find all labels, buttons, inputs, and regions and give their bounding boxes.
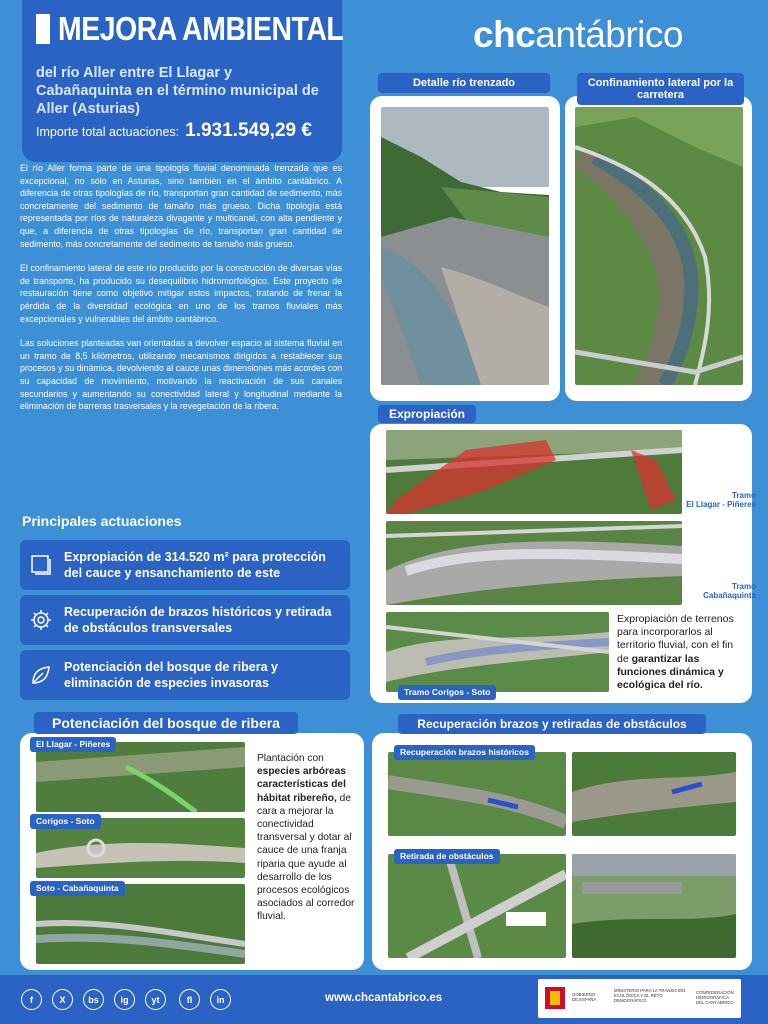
tab-recuperacion: Recuperación brazos y retiradas de obstáculos [398,714,706,734]
tab-expropiacion: Expropiación [378,405,476,423]
map-cabanaquinta [386,521,682,605]
intro-paragraph-2: El confinamiento lateral de este río producido por la construcción de diversas vías de transporte, ha producido su desequilibrio hidromorfológico. Este proyecto de restauración tiene como objetivo mitigar estos impactos, tratando de frenar la pérdida de la diversidad ecológica en uno de los tramos fluviales más excepcionales y vulnerables del ámbito cantábrico. [20,263,342,324]
ministry-label: MINISTERIO PARA LA TRANSICIÓN ECOLÓGICA Y EL RETO DEMOGRÁFICO [614,988,686,1003]
title-row [36,10,344,48]
facebook-icon[interactable]: f [21,989,42,1010]
photo-obstaculos-1 [388,854,566,958]
label-tramo-cabanaquinta: Tramo Cabañaquinta [703,582,756,600]
flickr-icon[interactable]: fl [179,989,200,1010]
label-recuperacion-brazos: Recuperación brazos históricos [394,745,535,760]
x-icon[interactable]: X [52,989,73,1010]
photo-brazos-1 [388,752,566,836]
actuaciones-title: Principales actuaciones [22,513,182,529]
map-llagar-pineres [386,430,682,514]
intro-paragraph-1: El río Aller forma parte de una tipología fluvial denominada trenzada que es excepcional, no sólo en Asturias, sino también en el ámbito cantábrico. A diferencia de otras tipologías de río, transportan gran cantidad de sedimento, más concretamente del sedimento de tamaño más grueso. Dicha tipología está representada por ríos de naturaleza divagante y multicanal, con alta pendiente y que, a diferencia de otras tipologías de río, transportan gran cantidad de sedimento, más concretamente del sedimento de tamaño más grueso. [20,163,342,249]
bluesky-icon[interactable]: bs [83,989,104,1010]
photo-brazos-2 [572,752,736,836]
photo-bosque-1 [36,742,245,812]
label-tramo-corigos: Tramo Corigos - Soto [398,685,496,700]
intro-paragraph-3: Las soluciones planteadas van orientadas a devolver espacio al sistema fluvial en un tramo de 8,5 kilómetros, utilizando mecanismos dirigidos a restablecer sus procesos y su dinámica, devolviendo al cauce unas dimensiones más acordes con su capacidad de movimiento, motivando la reactivación de sus canales secundarios y aumentando su conectividad lateral y longitudinal mediante la eliminación de barreras trasversales y la revegetación de la ribera. [20,338,342,412]
tab-confinamiento-lateral: Confinamiento lateral por la carretera [577,73,744,105]
photo-bosque-3 [36,884,245,964]
intro-text [20,162,342,425]
gear-icon [30,609,52,631]
government-logos [538,979,741,1018]
expropiacion-text: Expropiación de terrenos para incorporarlos al territorio fluvial, con el fin de garantizar las funciones dinámica y ecológica del río. [617,613,734,692]
title-square-decoration [36,14,50,44]
tab-detalle-rio-trenzado: Detalle río trenzado [378,73,550,93]
import-value: 1.931.549,29 € [185,120,312,141]
photo-obstaculos-2 [572,854,736,958]
youtube-icon[interactable]: yt [145,989,166,1010]
actuacion-expropiacion [20,540,350,590]
bosque-text: Plantación con especies arbóreas características del hábitat ribereño, de cara a mejorar la conectividad transversal y dotar al cauce de una franja riparia que ayude al desarrollo de los procesos ecológicos asociados al corredor fluvial. [257,753,355,923]
label-tramo-llagar: Tramo El Llagar - Piñeres [686,491,756,509]
label-retirada-obstaculos: Retirada de obstáculos [394,849,500,864]
photo-confinamiento [575,107,743,385]
photo-rio-trenzado [381,107,549,385]
actuacion-label: Recuperación de brazos históricos y retirada de obstáculos transversales [64,605,332,635]
actuacion-label: Expropiación de 314.520 m² para protección del cauce y ensanchamiento de este [64,550,326,580]
linkedin-icon[interactable]: in [210,989,231,1010]
label-llagar-pineres: El Llagar - Piñeres [30,737,116,752]
label-soto-cabanaquinta: Soto - Cabañaquinta [30,881,125,896]
leaf-icon [30,664,52,686]
import-row [36,120,328,142]
gov-label: GOBIERNO DE ESPAÑA [572,992,597,1002]
actuacion-bosque [20,650,350,700]
actuacion-label: Potenciación del bosque de ribera y eliminación de especies invasoras [64,660,278,690]
title-box [22,0,342,162]
page-title: MEJORA AMBIENTAL [58,10,344,47]
actuacion-recuperacion [20,595,350,645]
label-corigos-soto: Corigos - Soto [30,814,101,829]
instagram-icon[interactable]: ig [114,989,135,1010]
map-corigos-soto [386,612,609,692]
chcantabrico-logo: chcantábrico [473,14,683,55]
spain-coat-of-arms-icon [542,983,568,1013]
page-subtitle: del río Aller entre El Llagar y Cabañaquinta en el término municipal de Aller (Asturias) [36,65,319,117]
import-label: Importe total actuaciones: [36,125,180,139]
website-link[interactable]: www.chcantabrico.es [325,992,443,1004]
tab-bosque-ribera: Potenciación del bosque de ribera [34,712,298,734]
square-icon [30,554,52,576]
chc-label: CONFEDERACIÓN HIDROGRÁFICA DEL CANTÁBRICO [696,990,734,1005]
